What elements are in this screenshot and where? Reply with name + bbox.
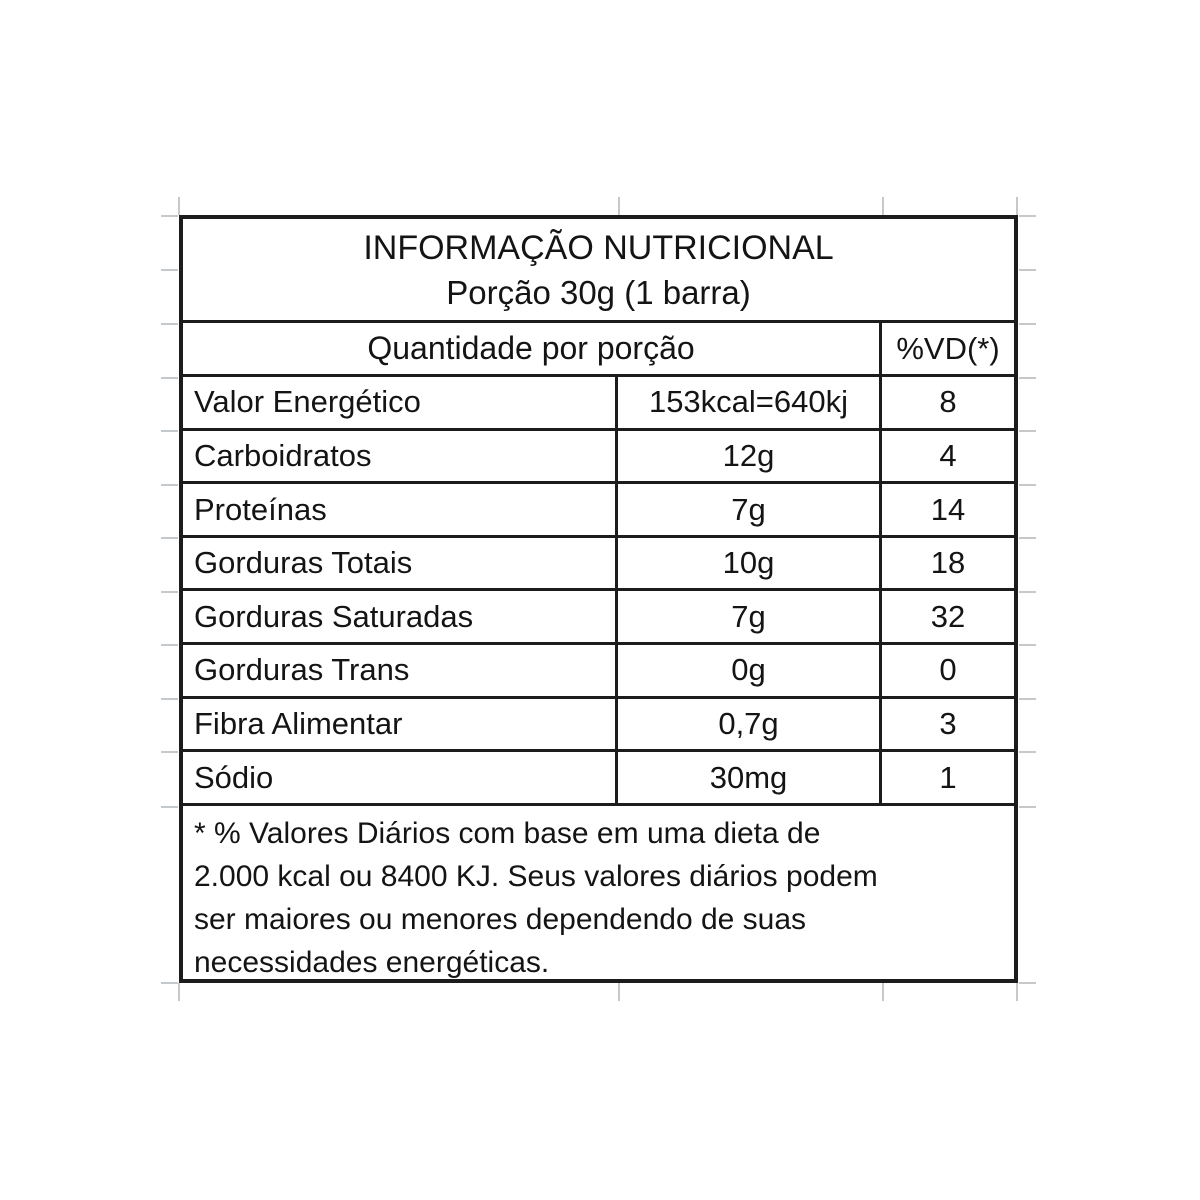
gridline-stub (1019, 591, 1036, 593)
footnote-line: * % Valores Diários com base em uma dieta de (194, 816, 821, 850)
dv-value: 8 (882, 377, 1014, 431)
nutrient-label: Carboidratos (183, 431, 618, 485)
gridline-stub (1019, 751, 1036, 753)
dv-value: 1 (882, 752, 1014, 806)
amount-value: 153kcal=640kj (618, 377, 882, 431)
dv-value: 32 (882, 591, 1014, 645)
gridline-stub (161, 644, 178, 646)
nutrient-label: Proteínas (183, 484, 618, 538)
gridline-stub (882, 197, 884, 215)
gridline-stub (161, 751, 178, 753)
gridline-stub (161, 215, 178, 217)
amount-value: 10g (618, 538, 882, 592)
gridline-stub (1016, 983, 1018, 1001)
amount-value: 0,7g (618, 699, 882, 753)
gridline-stub (161, 806, 178, 808)
serving-size: Porção 30g (1 barra) (446, 273, 751, 311)
nutrient-label: Gorduras Saturadas (183, 591, 618, 645)
gridline-stub (618, 983, 620, 1001)
quantity-per-serving-header: Quantidade por porção (183, 323, 882, 377)
gridline-stub (1019, 806, 1036, 808)
amount-value: 0g (618, 645, 882, 699)
footnote-line: ser maiores ou menores dependendo de suas (194, 902, 807, 936)
gridline-stub (1019, 215, 1036, 217)
dv-value: 4 (882, 431, 1014, 485)
gridline-stub (161, 269, 178, 271)
dv-value: 18 (882, 538, 1014, 592)
table-title: INFORMAÇÃO NUTRICIONAL (363, 228, 834, 267)
table-title-cell (183, 219, 1014, 323)
dv-value: 0 (882, 645, 1014, 699)
gridline-stub (1019, 982, 1036, 984)
dv-value: 14 (882, 484, 1014, 538)
gridline-stub (1019, 269, 1036, 271)
daily-values-footnote (183, 806, 1014, 979)
gridline-stub (161, 698, 178, 700)
gridline-stub (882, 983, 884, 1001)
gridline-stub (161, 323, 178, 325)
daily-value-header: %VD(*) (882, 323, 1014, 377)
amount-value: 7g (618, 484, 882, 538)
gridline-stub (1019, 377, 1036, 379)
gridline-stub (1019, 537, 1036, 539)
nutrient-label: Valor Energético (183, 377, 618, 431)
gridline-stub (1019, 644, 1036, 646)
gridline-stub (1019, 323, 1036, 325)
gridline-stub (618, 197, 620, 215)
nutrient-label: Sódio (183, 752, 618, 806)
gridline-stub (1019, 430, 1036, 432)
gridline-stub (1019, 698, 1036, 700)
nutrient-label: Gorduras Totais (183, 538, 618, 592)
gridline-stub (161, 377, 178, 379)
gridline-stub (161, 537, 178, 539)
footnote-line: 2.000 kcal ou 8400 KJ. Seus valores diários podem (194, 859, 878, 893)
gridline-stub (161, 484, 178, 486)
amount-value: 7g (618, 591, 882, 645)
gridline-stub (161, 982, 178, 984)
nutrition-table-grid (183, 219, 1014, 979)
gridline-stub (161, 591, 178, 593)
gridline-stub (161, 430, 178, 432)
gridline-stub (1016, 197, 1018, 215)
nutrient-label: Fibra Alimentar (183, 699, 618, 753)
gridline-stub (1019, 484, 1036, 486)
amount-value: 12g (618, 431, 882, 485)
gridline-stub (178, 197, 180, 215)
nutrition-table (179, 215, 1018, 983)
dv-value: 3 (882, 699, 1014, 753)
amount-value: 30mg (618, 752, 882, 806)
footnote-line: necessidades energéticas. (194, 945, 550, 979)
gridline-stub (178, 983, 180, 1001)
nutrient-label: Gorduras Trans (183, 645, 618, 699)
